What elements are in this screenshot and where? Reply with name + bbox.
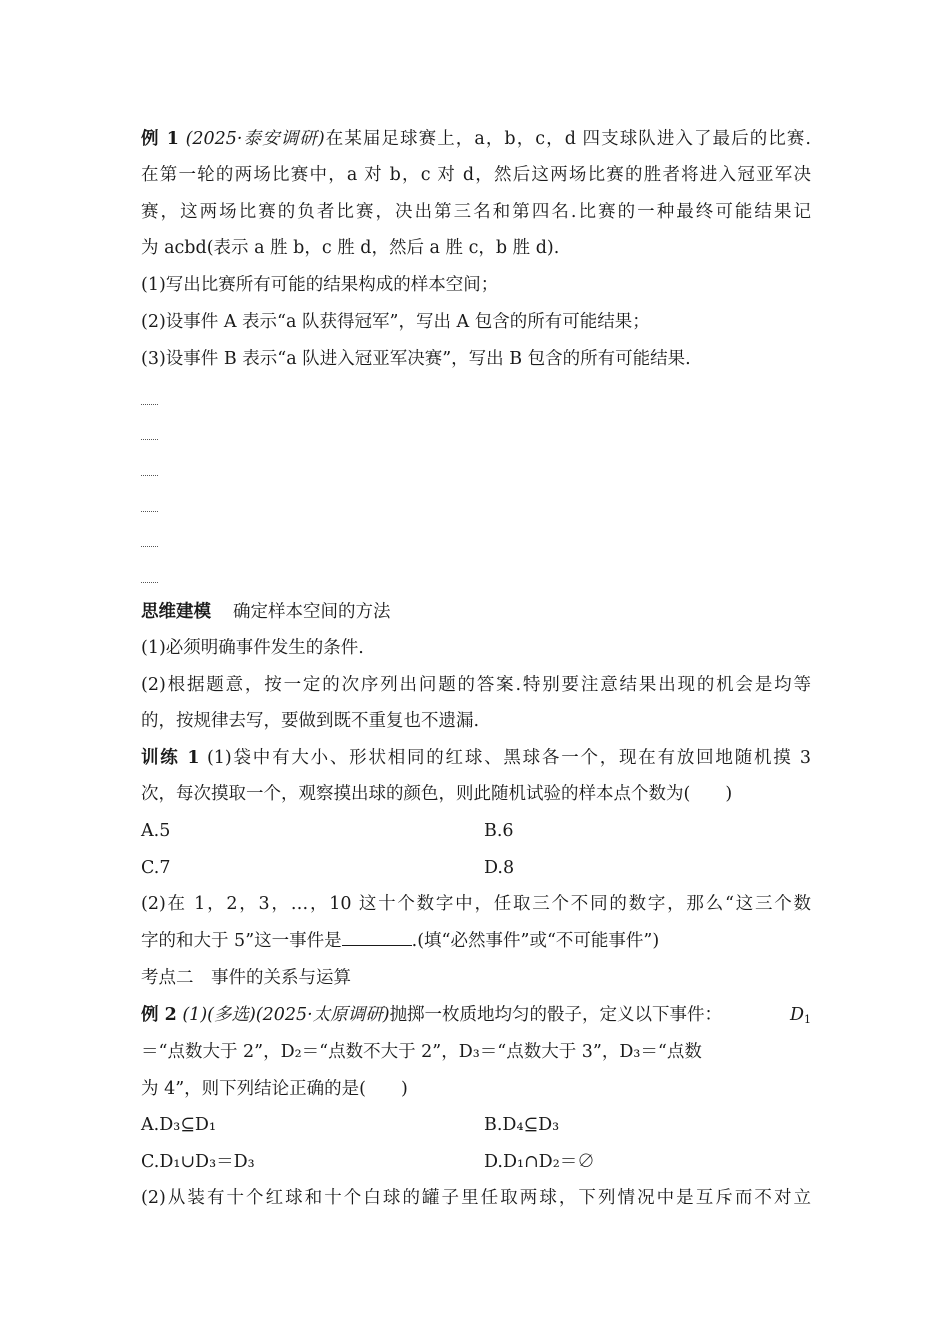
answer-line bbox=[141, 475, 158, 476]
example-2-question-2: (2)从装有十个红球和十个白球的罐子里任取两球，下列情况中是互斥而不对立 bbox=[141, 1188, 811, 1208]
example-1-source: (2025·泰安调研) bbox=[185, 129, 325, 149]
answer-line bbox=[141, 404, 158, 405]
example-2-label: 例 2 bbox=[141, 1005, 177, 1025]
model-subtitle: 确定样本空间的方法 bbox=[233, 602, 391, 622]
example-2-line-3: 为 4”，则下列结论正确的是( ) bbox=[141, 1079, 408, 1099]
training-1-q1a: (1)袋中有大小、形状相同的红球、黑球各一个，现在有放回地随机摸 3 bbox=[206, 748, 811, 768]
answer-line bbox=[141, 546, 158, 547]
section-heading: 考点二 事件的关系与运算 bbox=[141, 968, 351, 988]
training-1-line-1 bbox=[141, 746, 811, 770]
example-1-question-1: (1)写出比赛所有可能的结果构成的样本空间； bbox=[141, 275, 499, 295]
model-point-2a: (2)根据题意，按一定的次序列出问题的答案.特别要注意结果出现的机会是均等 bbox=[141, 675, 811, 695]
example-1-line-1 bbox=[141, 127, 811, 151]
example-1-question-3: (3)设事件 B 表示“a 队进入冠亚军决赛”，写出 B 包含的所有可能结果. bbox=[141, 349, 691, 369]
example-2-option-c: C.D₁∪D₃＝D₃ bbox=[141, 1152, 255, 1172]
example-2-option-b: B.D₄⊆D₃ bbox=[484, 1115, 560, 1135]
example-2-tag: (1)(多选)(2025·太原调研) bbox=[182, 1005, 390, 1025]
training-1-q2b-pre: 字的和大于 5”这一事件是 bbox=[141, 931, 342, 951]
training-1-option-b: B.6 bbox=[484, 821, 514, 841]
training-1-label: 训练 1 bbox=[141, 748, 200, 768]
example-2-option-a: A.D₃⊆D₁ bbox=[141, 1115, 216, 1135]
example-2-option-d: D.D₁∩D₂＝∅ bbox=[484, 1152, 595, 1172]
training-1-option-c: C.7 bbox=[141, 858, 171, 878]
example-2-line-2: ＝“点数大于 2”，D₂＝“点数不大于 2”，D₃＝“点数大于 3”，D₃＝“点数 bbox=[141, 1042, 702, 1062]
example-1-line-4: 为 acbd(表示 a 胜 b，c 胜 d，然后 a 胜 c，b 胜 d). bbox=[141, 238, 560, 258]
example-1-line-2: 在第一轮的两场比赛中，a 对 b，c 对 d，然后这两场比赛的胜者将进入冠亚军决 bbox=[141, 165, 811, 185]
model-point-2b: 的，按规律去写，要做到既不重复也不遗漏. bbox=[141, 711, 480, 731]
answer-line bbox=[141, 582, 158, 583]
training-1-line-2: 次，每次摸取一个，观察摸出球的颜色，则此随机试验的样本点个数为( ) bbox=[141, 784, 733, 804]
training-1-q2a: (2)在 1，2，3，…，10 这十个数字中，任取三个不同的数字，那么“这三个数 bbox=[141, 894, 811, 914]
answer-blank bbox=[342, 929, 412, 946]
answer-line bbox=[141, 439, 158, 440]
model-heading bbox=[141, 600, 811, 624]
example-1-question-2: (2)设事件 A 表示“a 队获得冠军”，写出 A 包含的所有可能结果； bbox=[141, 312, 650, 332]
training-1-q2b bbox=[141, 929, 811, 953]
training-1-q2b-post: .(填“必然事件”或“不可能事件”) bbox=[411, 931, 660, 951]
training-1-option-d: D.8 bbox=[484, 858, 515, 878]
example-2-text-1: 抛掷一枚质地均匀的骰子，定义以下事件： bbox=[389, 1005, 723, 1025]
training-1-option-a: A.5 bbox=[141, 821, 171, 841]
model-title: 思维建模 bbox=[141, 602, 211, 622]
example-1-label: 例 1 bbox=[141, 129, 179, 149]
example-1-line-3: 赛，这两场比赛的负者比赛，决出第三名和第四名.比赛的一种最终可能结果记 bbox=[141, 202, 811, 222]
example-1-text-1: 在某届足球赛上，a，b，c，d 四支球队进入了最后的比赛. bbox=[324, 129, 811, 149]
model-point-1: (1)必须明确事件发生的条件. bbox=[141, 638, 364, 658]
answer-line bbox=[141, 511, 158, 512]
example-2-line-1 bbox=[141, 1003, 811, 1027]
example-2-d1: $D_1$ bbox=[789, 1005, 811, 1026]
